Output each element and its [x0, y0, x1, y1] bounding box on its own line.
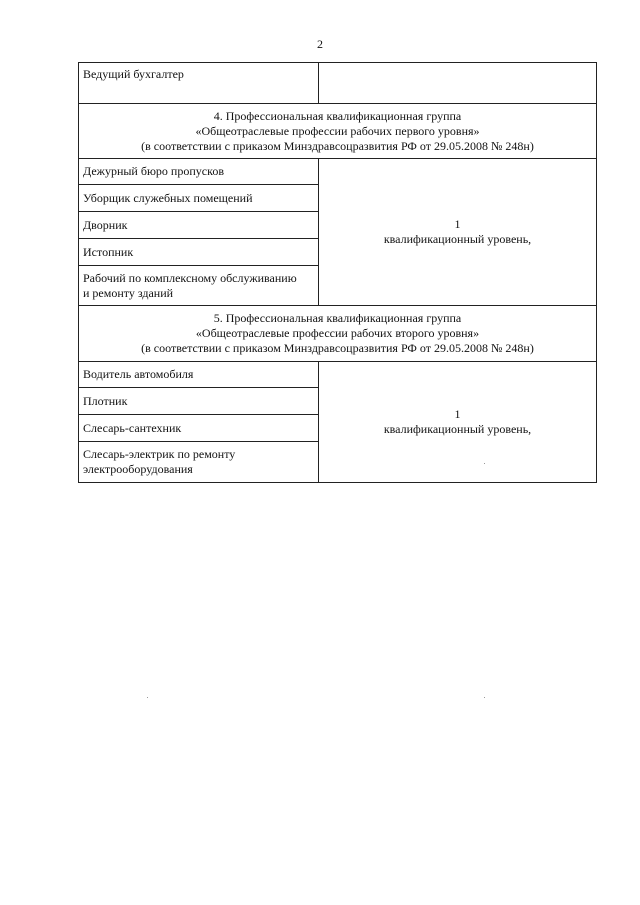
level-number: 1 [454, 217, 461, 231]
level-label: квалификационный уровень, [383, 232, 532, 246]
position-name-line: Слесарь-электрик по ремонту [83, 447, 236, 461]
group-basis: (в соответствии с приказом Минздравсоцразвития РФ от 29.05.2008 № 248н) [141, 138, 534, 153]
position-cell [79, 442, 319, 483]
level-cell [319, 159, 597, 306]
group-5-header [79, 306, 597, 362]
level-label: квалификационный уровень, [383, 422, 532, 436]
position-cell [79, 266, 319, 306]
qualification-table [78, 62, 597, 483]
group-basis: (в соответствии с приказом Минздравсоцразвития РФ от 29.05.2008 № 248н) [141, 341, 534, 355]
level-cell [319, 362, 597, 483]
group-4-header [79, 104, 597, 159]
position-name-line: Рабочий по комплексному обслуживанию [83, 270, 297, 285]
position-name: Дежурный бюро пропусков [83, 164, 224, 178]
position-name: Водитель автомобиля [83, 367, 194, 381]
position-cell [79, 185, 319, 212]
position-name: Уборщик служебных помещений [83, 190, 253, 205]
position-cell [79, 388, 319, 415]
table-row [79, 159, 597, 185]
position-name: Дворник [83, 217, 128, 232]
empty-cell [319, 63, 597, 104]
position-cell [79, 63, 319, 104]
group-title: 4. Профессиональная квалификационная группа [213, 108, 462, 123]
position-name: Слесарь-сантехник [83, 420, 182, 435]
group-subtitle: «Общеотраслевые профессии рабочих первого уровня» [195, 123, 480, 138]
position-name: Плотник [83, 393, 128, 408]
position-cell [79, 212, 319, 239]
scan-speck [484, 463, 485, 464]
group-subtitle: «Общеотраслевые профессии рабочих второго уровня» [195, 326, 480, 340]
position-name: Ведущий бухгалтер [83, 67, 184, 81]
group-title: 5. Профессиональная квалификационная группа [213, 311, 462, 325]
position-cell [79, 362, 319, 388]
group-header-row [79, 104, 597, 159]
position-name-line: и ремонту зданий [83, 285, 174, 300]
scan-speck [484, 697, 485, 698]
position-cell [79, 159, 319, 185]
table-row [79, 63, 597, 104]
scan-speck [147, 697, 148, 698]
table-row [79, 362, 597, 388]
position-cell [79, 415, 319, 442]
position-name-line: электрооборудования [83, 462, 193, 476]
page-number: 2 [317, 37, 323, 51]
group-header-row [79, 306, 597, 362]
level-number: 1 [454, 407, 461, 421]
position-name: Истопник [83, 244, 134, 259]
position-cell [79, 239, 319, 266]
